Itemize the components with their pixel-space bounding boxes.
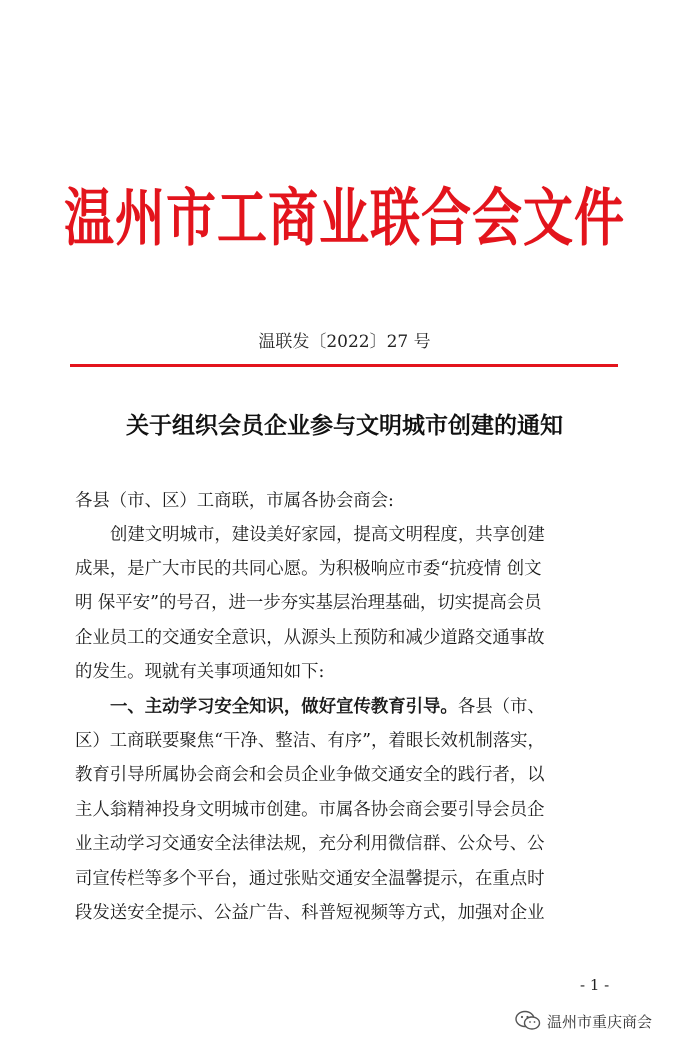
paragraph1-line-2: 成果，是广大市民的共同心愿。为积极响应市委“抗疫情 创文 — [75, 559, 542, 579]
document-number: 温联发〔2022〕27 号 — [258, 332, 431, 352]
paragraph1-line-5: 的发生。现就有关事项通知如下: — [75, 662, 325, 682]
account-watermark — [515, 1010, 652, 1032]
section1-line-4: 主人翁精神投身文明城市创建。市属各协会商会要引导会员企 — [75, 800, 545, 820]
section1-line-7: 段发送安全提示、公益广告、科普短视频等方式，加强对企业 — [75, 903, 545, 923]
section1-line-5: 业主动学习交通安全法律法规，充分利用微信群、公众号、公 — [75, 834, 545, 854]
section1-first-line-rest: 各县（市、 — [457, 697, 545, 717]
wechat-icon — [515, 1010, 541, 1032]
section1-heading: 一、主动学习安全知识，做好宣传教育引导。 — [110, 697, 458, 717]
section1-line-6: 司宣传栏等多个平台，通过张贴交通安全温馨提示，在重点时 — [75, 869, 545, 889]
section1-line-3: 教育引导所属协会商会和会员企业争做交通安全的践行者，以 — [75, 765, 545, 785]
section1-line-2: 区）工商联要聚焦“干净、整洁、有序”，着眼长效机制落实， — [75, 731, 545, 751]
red-divider-line — [70, 364, 618, 367]
org-masthead-title: 温州市工商业联合会文件 — [64, 180, 625, 255]
watermark-text: 温州市重庆商会 — [547, 1012, 653, 1031]
page-number: - 1 - — [580, 976, 610, 994]
paragraph1-line-4: 企业员工的交通安全意识，从源头上预防和减少道路交通事故 — [75, 628, 545, 648]
notice-title: 关于组织会员企业参与文明城市创建的通知 — [126, 412, 563, 439]
salutation: 各县（市、区）工商联，市属各协会商会: — [75, 491, 394, 511]
section1-first-line — [110, 692, 545, 717]
paragraph1-line-3: 明 保平安”的号召，进一步夯实基层治理基础，切实提高会员 — [75, 593, 542, 613]
paragraph1-line-1: 创建文明城市，建设美好家园，提高文明程度，共享创建 — [110, 525, 545, 545]
